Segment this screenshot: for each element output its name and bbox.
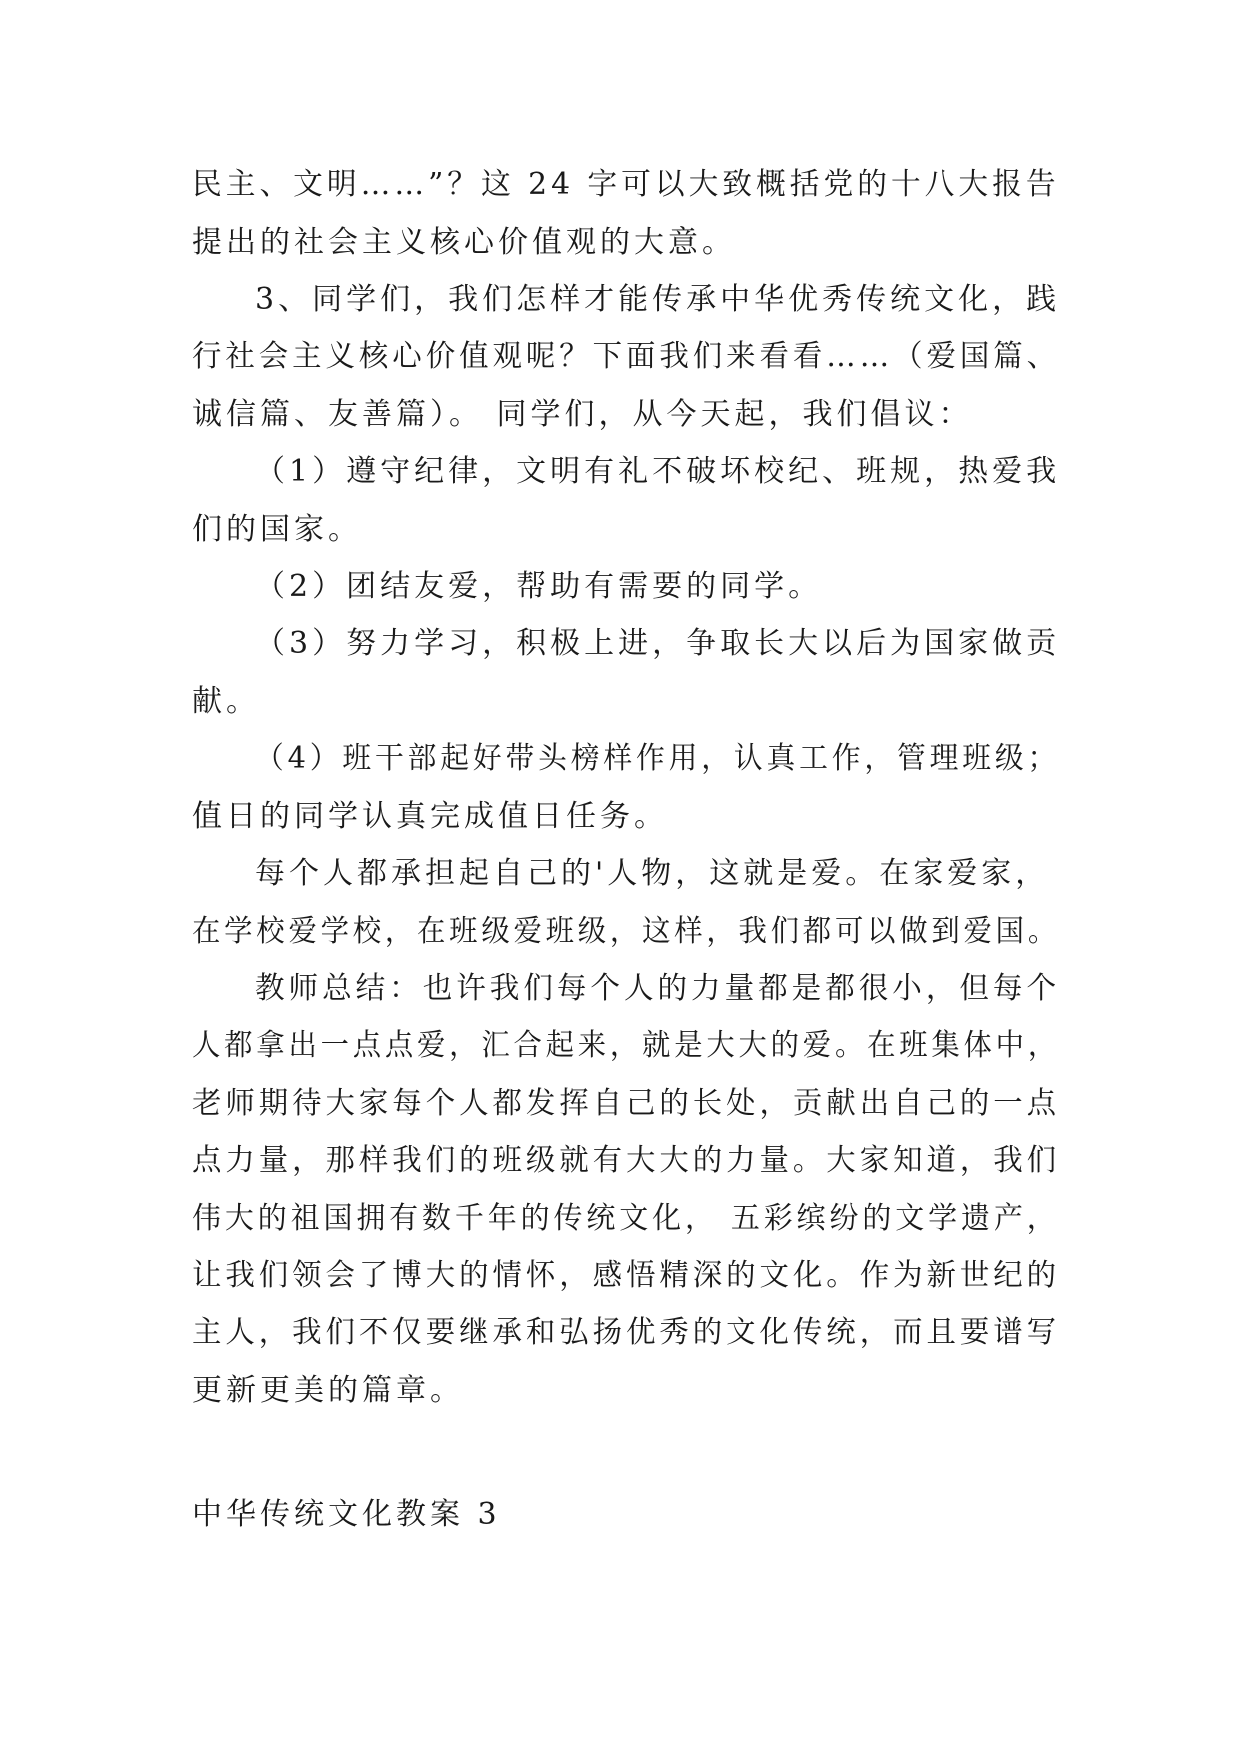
text-line: 献。 xyxy=(192,684,260,719)
text-line: 伟大的祖国拥有数千年的传统文化， 五彩缤纷的文学遗产， xyxy=(192,1201,1060,1236)
text-line: 每个人都承担起自己的'人物，这就是爱。在家爱家， xyxy=(255,856,1050,891)
text-line: （1）遵守纪律，文明有礼不破坏校纪、班规，热爱我 xyxy=(255,454,1061,489)
section-heading: 中华传统文化教案 3 xyxy=(192,1497,501,1532)
text-line: 在学校爱学校，在班级爱班级，这样，我们都可以做到爱国。 xyxy=(192,914,1060,949)
text-line: 提出的社会主义核心价值观的大意。 xyxy=(192,225,736,260)
text-line: 让我们领会了博大的情怀，感悟精深的文化。作为新世纪的 xyxy=(192,1258,1060,1293)
text-line: 们的国家。 xyxy=(192,512,362,547)
text-line: 更新更美的篇章。 xyxy=(192,1373,464,1408)
text-line: 老师期待大家每个人都发挥自己的长处，贡献出自己的一点 xyxy=(192,1086,1060,1121)
text-line: （3）努力学习，积极上进，争取长大以后为国家做贡 xyxy=(255,626,1061,661)
text-line: 值日的同学认真完成值日任务。 xyxy=(192,799,668,834)
text-line: 民主、文明……”？这 24 字可以大致概括党的十八大报告 xyxy=(192,167,1060,202)
text-line: （2）团结友爱，帮助有需要的同学。 xyxy=(255,569,823,604)
text-line: 主人，我们不仅要继承和弘扬优秀的文化传统，而且要谱写 xyxy=(192,1315,1060,1350)
text-line: 行社会主义核心价值观呢？下面我们来看看……（爱国篇、 xyxy=(192,339,1060,374)
text-line: 人都拿出一点点爱，汇合起来，就是大大的爱。在班集体中， xyxy=(192,1028,1060,1063)
text-line: 3、同学们，我们怎样才能传承中华优秀传统文化，践 xyxy=(255,282,1061,317)
text-line: （4）班干部起好带头榜样作用，认真工作，管理班级； xyxy=(255,741,1061,776)
text-line: 诚信篇、友善篇）。 同学们，从今天起，我们倡议： xyxy=(192,397,973,432)
text-line: 点力量，那样我们的班级就有大大的力量。大家知道，我们 xyxy=(192,1143,1060,1178)
text-line: 教师总结：也许我们每个人的力量都是都很小，但每个 xyxy=(255,971,1060,1006)
